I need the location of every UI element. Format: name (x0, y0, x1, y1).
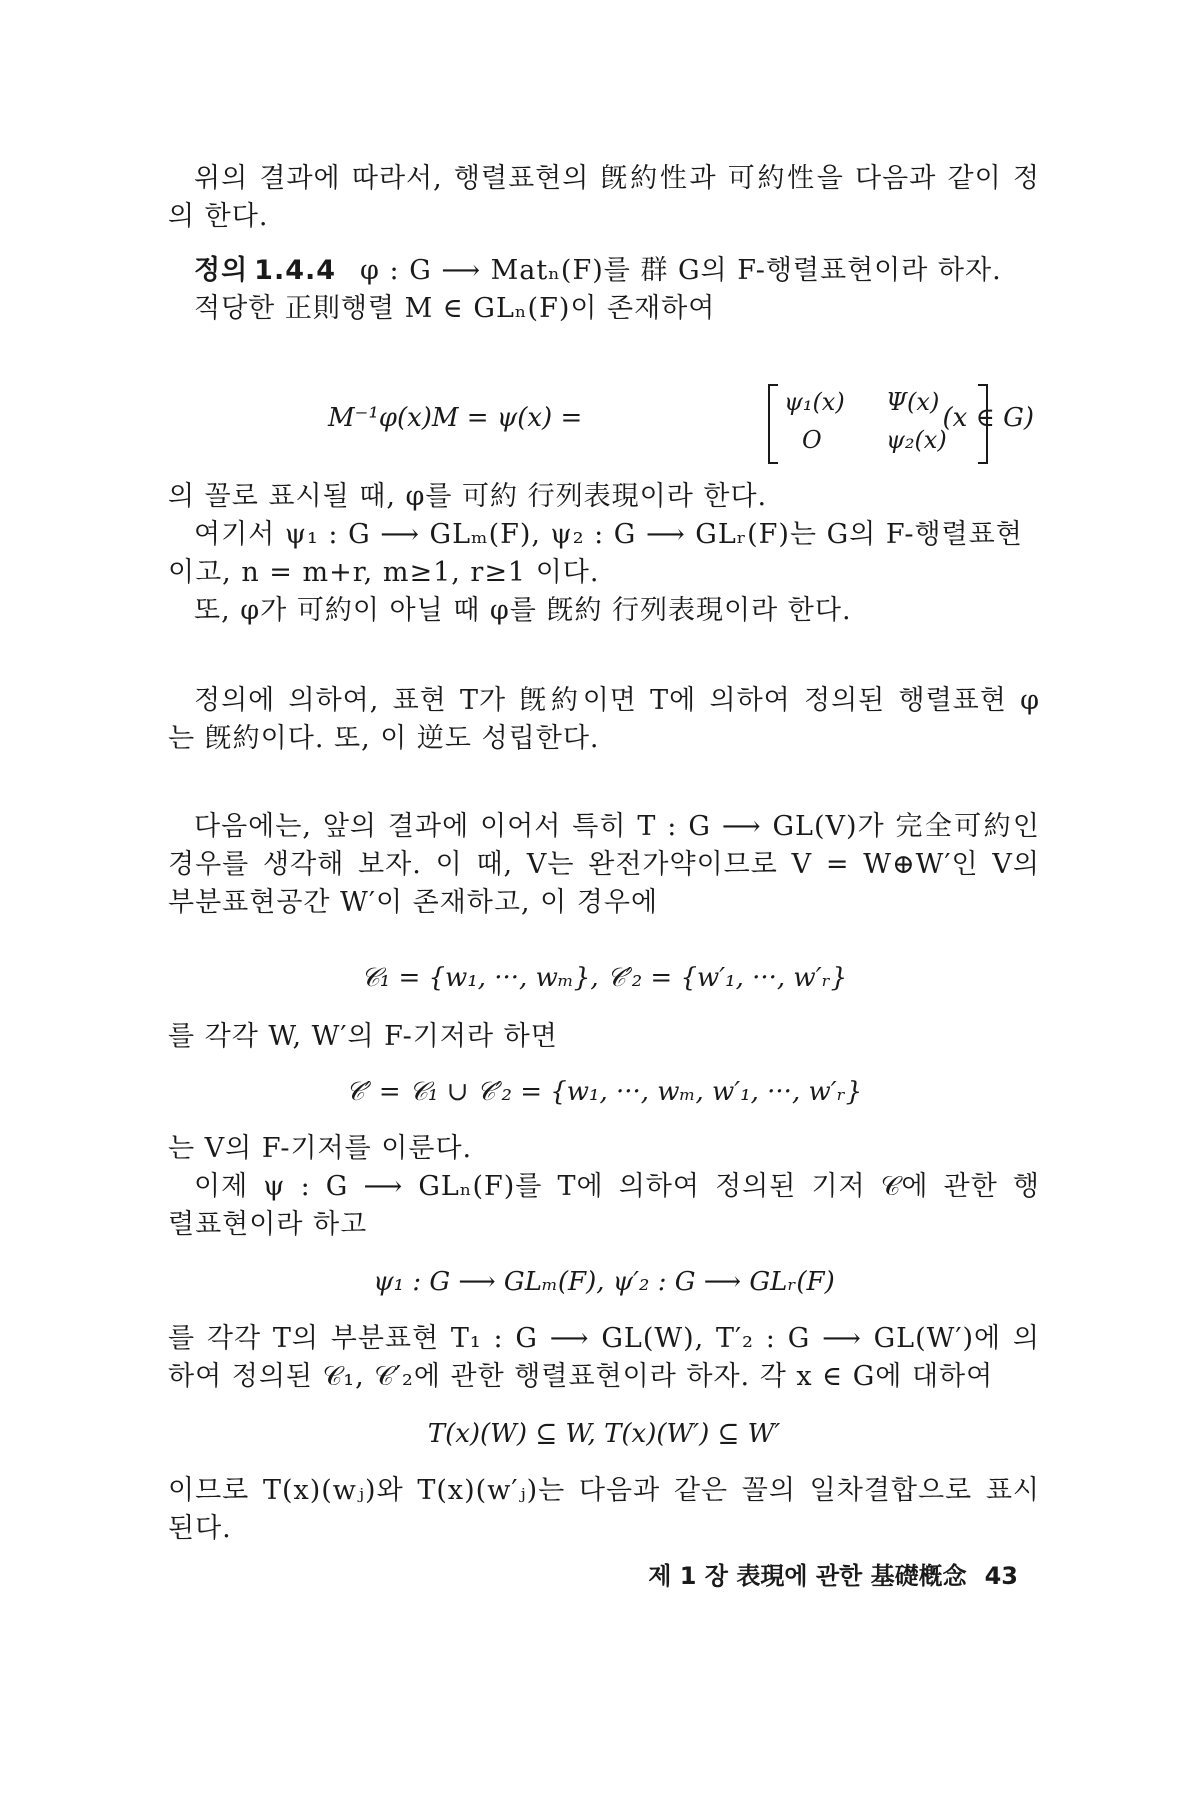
subrepresentation-equation: ψ₁ : G ⟶ GLₘ(F), ψ′₂ : G ⟶ GLᵣ(F) (373, 1267, 835, 1297)
text-line: 부분표현공간 W′이 존재하고, 이 경우에 (168, 887, 659, 918)
matrix-cell: O (802, 426, 822, 454)
main-paragraph (168, 808, 1040, 922)
equation-lhs: M⁻¹φ(x)M = ψ(x) = (328, 403, 583, 433)
chapter-title: 제 1 장 表現에 관한 基礎槪念 (648, 1562, 967, 1590)
basis-equation: 𝒞₁ = {w₁, ···, wₘ}, 𝒞′₂ = {w′₁, ···, w′ᵣ} (360, 963, 848, 993)
text-block (168, 1130, 1040, 1244)
text-line: 하여 정의된 𝒞₁, 𝒞′₂에 관한 행렬표현이라 하자. 각 x ∈ G에 대하여 (168, 1361, 994, 1392)
text-block (168, 1472, 1040, 1548)
definition-number: 1.4.4 (254, 255, 337, 286)
left-bracket (768, 384, 778, 464)
definition-label: 정의 (194, 255, 249, 286)
text-line: 는 V의 F-기저를 이룬다. (168, 1133, 473, 1164)
text-line: 의 한다. (168, 201, 269, 232)
text-line: 를 각각 W, W′의 F-기저라 하면 (168, 1021, 558, 1052)
text-line: 또, φ가 可約이 아닐 때 φ를 旣約 行列表現이라 한다. (194, 595, 852, 626)
text-line: 렬표현이라 하고 (168, 1209, 368, 1240)
equation-condition: (x ∈ G) (942, 403, 1034, 433)
definition-text: φ : G ⟶ Matₙ(F)를 群 G의 F-행렬표현이라 하자. (360, 255, 1002, 286)
text-line: 이제 ψ : G ⟶ GLₙ(F)를 T에 의하여 정의된 기저 𝒞에 관한 행 (194, 1171, 1040, 1202)
text-line: 된다. (168, 1513, 232, 1544)
text-line: 는 旣約이다. 또, 이 逆도 성립한다. (168, 723, 600, 754)
text-line: 를 각각 T의 부분표현 T₁ : G ⟶ GL(W), T′₂ : G ⟶ GL(W′)에 의 (168, 1323, 1040, 1354)
matrix-cell: Ψ(x) (886, 388, 940, 416)
text-line: 적당한 正則행렬 M ∈ GLₙ(F)이 존재하여 (194, 293, 716, 324)
definition-heading (168, 252, 1040, 290)
text-line: 이므로 T(x)(wⱼ)와 T(x)(w′ⱼ)는 다음과 같은 꼴의 일차결합으로 표시 (168, 1475, 1040, 1506)
page-footer (648, 1556, 1018, 1591)
union-basis-equation: 𝒞′ = 𝒞₁ ∪ 𝒞′₂ = {w₁, ···, wₘ, w′₁, ···, w′ᵣ} (345, 1077, 863, 1107)
text-line: 의 꼴로 표시될 때, φ를 可約 行列表現이라 한다. (168, 481, 768, 512)
text-block (168, 1320, 1040, 1396)
text-line: 여기서 ψ₁ : G ⟶ GLₘ(F), ψ₂ : G ⟶ GLᵣ(F)는 G의 F-행렬표현 (194, 519, 1023, 550)
invariance-equation: T(x)(W) ⊆ W, T(x)(W′) ⊆ W′ (427, 1419, 781, 1449)
intro-paragraph (168, 160, 1040, 236)
matrix-cell: ψ₁(x) (784, 388, 845, 416)
text-line: 이고, n = m+r, m≥1, r≥1 이다. (168, 557, 600, 588)
page-number: 43 (984, 1562, 1018, 1590)
matrix-equation (168, 378, 1040, 468)
text-line: 위의 결과에 따라서, 행렬표현의 旣約性과 可約性을 다음과 같이 정 (194, 163, 1040, 194)
text-block (168, 1018, 1040, 1056)
matrix-cell: ψ₂(x) (886, 426, 947, 454)
text-line: 다음에는, 앞의 결과에 이어서 특히 T : G ⟶ GL(V)가 完全可約인 (194, 811, 1040, 842)
text-line: 경우를 생각해 보자. 이 때, V는 완전가약이므로 V = W⊕W′인 V의 (168, 849, 1040, 880)
definition-continuation (168, 478, 1040, 630)
text-line: 정의에 의하여, 표현 T가 旣約이면 T에 의하여 정의된 행렬표현 φ (194, 685, 1040, 716)
remark-paragraph (168, 682, 1040, 758)
definition-block (168, 252, 1040, 328)
